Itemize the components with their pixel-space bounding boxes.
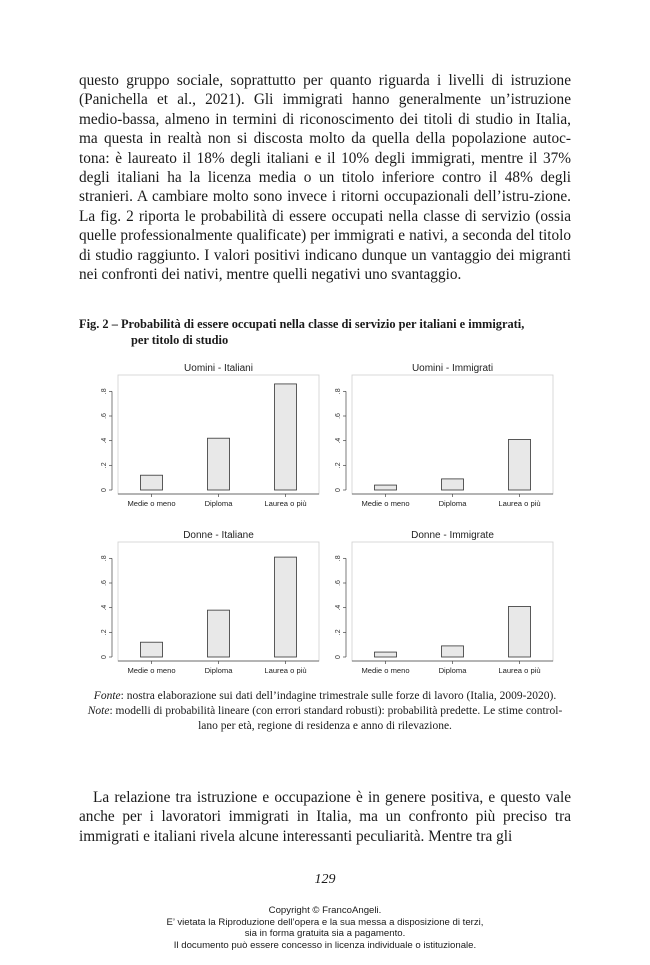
x-tick-label: Laurea o più <box>498 499 541 508</box>
y-tick-label: 0 <box>335 488 342 492</box>
x-tick-label: Diploma <box>204 499 233 508</box>
y-tick-label: 0 <box>101 655 108 659</box>
chart-panel-donne-italiane <box>88 527 328 693</box>
figure-caption-line1: Fig. 2 – Probabilità di essere occupati nella classe di servizio per italiani e immigrati, <box>79 317 525 331</box>
note-fonte-label: Fonte <box>93 690 121 702</box>
figure-caption-line2: per titolo di studio <box>131 333 229 347</box>
bar <box>275 384 297 490</box>
y-tick-label: .4 <box>101 437 108 444</box>
figure-caption <box>79 316 571 348</box>
y-tick-label: 0 <box>101 488 108 492</box>
y-tick-label: .8 <box>101 388 108 395</box>
bar <box>509 606 531 657</box>
y-tick-label: .4 <box>335 604 342 611</box>
y-tick-label: .4 <box>101 604 108 611</box>
chart-panel-donne-immigrate <box>322 527 562 693</box>
x-tick-label: Laurea o più <box>498 666 541 675</box>
chart-svg <box>322 527 562 693</box>
x-tick-label: Medie o meno <box>127 666 176 675</box>
copyright-line3: sia in forma gratuita sia a pagamento. <box>244 928 406 939</box>
chart-title: Uomini - Immigrati <box>411 363 494 374</box>
y-tick-label: .8 <box>335 555 342 562</box>
bar <box>375 485 397 490</box>
note-note <box>79 704 571 719</box>
copyright-notice <box>0 905 650 951</box>
x-tick-label: Medie o meno <box>361 499 410 508</box>
body-text-top: questo gruppo sociale, soprattutto per quanto riguarda i livelli di istruzione (Panichella et al., 2021). Gli immigrati hanno generalmente un’istruzione medio-bassa, almeno in termini di riconoscimento dei titoli di studio in Italia, ma questa in realtà non si discosta molto da quella della popolazione autoc-tona: è laureato il 18% degli italiani e il 10% degli immigrati, mentre il 37% degli italiani ha la licenza media o un titolo inferiore contro il 48% degli stranieri. A cambiare molto sono invece i ritorni occupazionali dell’istru-zione. La fig. 2 riporta le probabilità di essere occupati nella classe di servizio (ossia quelle professionalmente qualificate) per immigrati e nativi, a seconda del titolo di studio raggiunto. I valori positivi indicano dunque un vantaggio dei migranti nei confronti dei nativi, mentre quelli negativi uno svantaggio. <box>79 72 571 284</box>
y-tick-label: .6 <box>101 413 108 419</box>
bar <box>509 439 531 490</box>
y-tick-label: .6 <box>335 580 342 586</box>
chart-panel-uomini-immigrati <box>322 360 562 526</box>
y-tick-label: .2 <box>101 462 108 469</box>
y-tick-label: .6 <box>335 413 342 419</box>
note-note-text: : modelli di probabilità lineare (con errori standard robusti): probabilità predette. Le stime control- <box>109 705 563 717</box>
x-tick-label: Laurea o più <box>264 666 307 675</box>
bar <box>208 610 230 657</box>
y-tick-label: .6 <box>101 580 108 586</box>
y-tick-label: .2 <box>335 629 342 636</box>
y-tick-label: .2 <box>335 462 342 469</box>
x-tick-label: Diploma <box>438 499 467 508</box>
body-paragraph-bottom <box>79 788 571 846</box>
body-paragraph-top <box>79 71 571 284</box>
bar <box>141 475 163 490</box>
x-tick-label: Diploma <box>438 666 467 675</box>
x-tick-label: Laurea o più <box>264 499 307 508</box>
y-tick-label: .8 <box>335 388 342 395</box>
chart-svg <box>88 360 328 526</box>
x-tick-label: Medie o meno <box>361 666 410 675</box>
chart-panel-uomini-italiani <box>88 360 328 526</box>
bar <box>442 479 464 490</box>
chart-title: Donne - Italiane <box>183 530 254 541</box>
bar <box>275 557 297 657</box>
note-fonte-text: : nostra elaborazione sui dati dell’indagine trimestrale sulle forze di lavoro (Italia, 2009-2020). <box>120 690 557 702</box>
bar <box>141 642 163 657</box>
copyright-line2: E’ vietata la Riproduzione dell’opera e la sua messa a disposizione di terzi, <box>166 916 484 928</box>
chart-title: Donne - Immigrate <box>411 530 494 541</box>
page-number: 129 <box>314 872 336 887</box>
copyright-line1: Copyright © FrancoAngeli. <box>268 905 382 916</box>
note-note-continued: lano per età, regione di residenza e anno di rilevazione. <box>198 720 452 732</box>
note-note-label: Note <box>87 705 110 717</box>
copyright-line4: Il documento può essere concesso in licenza individuale o istituzionale. <box>173 939 477 951</box>
note-fonte <box>79 689 571 704</box>
x-tick-label: Diploma <box>204 666 233 675</box>
y-tick-label: .2 <box>101 629 108 636</box>
y-tick-label: .8 <box>101 555 108 562</box>
figure-notes <box>79 689 571 734</box>
bar <box>442 646 464 657</box>
y-tick-label: 0 <box>335 655 342 659</box>
chart-title: Uomini - Italiani <box>184 363 253 374</box>
chart-svg <box>88 527 328 693</box>
chart-svg <box>322 360 562 526</box>
bar <box>375 652 397 657</box>
body-text-bottom: La relazione tra istruzione e occupazione è in genere positiva, e questo vale anche per i lavoratori immigrati in Italia, ma un confronto più preciso tra immigrati e italiani rivela alcune interessanti peculiarità. Mentre tra gli <box>79 789 571 845</box>
bar <box>208 438 230 490</box>
y-tick-label: .4 <box>335 437 342 444</box>
x-tick-label: Medie o meno <box>127 499 176 508</box>
